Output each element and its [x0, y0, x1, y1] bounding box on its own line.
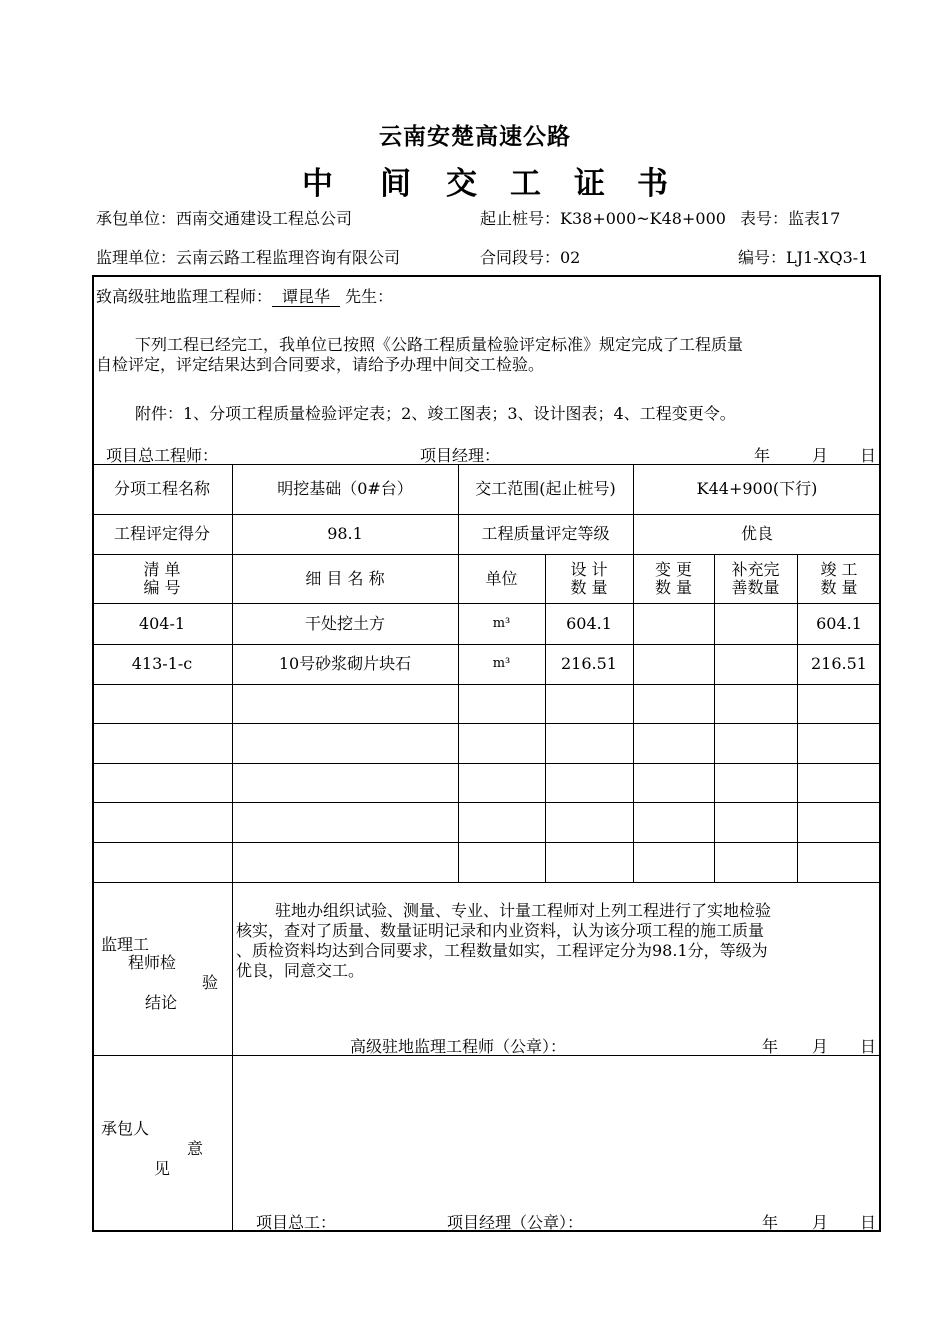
col-header-supplement-qty [714, 554, 797, 603]
date-year: 年 [754, 446, 771, 465]
supervision-label-line: 验 [202, 973, 219, 992]
item-name-value: 明挖基础（0#台） [277, 479, 413, 498]
form-number: 表号：监表17 [740, 209, 841, 228]
title-char: 工 [510, 166, 541, 202]
header-text: 编 号 [143, 577, 181, 597]
row-divider [92, 763, 881, 764]
header-text: 数 量 [654, 577, 693, 597]
addressee-name: 谭昆华 [272, 287, 340, 307]
header-text: 数 量 [820, 577, 858, 597]
row-divider [92, 882, 881, 883]
supervision-text-line: 优良，同意交工。 [236, 961, 365, 980]
project-manager-label: 项目经理： [420, 446, 501, 465]
table-row-design: 216.51 [561, 654, 617, 673]
date-day: 日 [860, 1037, 877, 1056]
supervision-text-line: 、质检资料均达到合同要求，工程数量如实，工程评定分为98.1分，等级为 [236, 941, 768, 960]
header-text: 清 单 [143, 559, 181, 579]
supervisor-signature-label: 高级驻地监理工程师（公章）： [350, 1037, 567, 1056]
date-month: 月 [812, 446, 829, 465]
header-text: 数 量 [570, 577, 608, 597]
table-row-unit: m³ [492, 615, 511, 631]
col-header-unit: 单位 [485, 568, 518, 588]
supervision-label-line: 程师检 [128, 953, 177, 972]
header-text: 补充完 [731, 559, 780, 579]
table-row-final: 604.1 [816, 613, 862, 633]
title-char: 交 [446, 166, 477, 202]
row-divider [92, 684, 881, 685]
header-text: 竣 工 [820, 559, 858, 579]
contractor-label-line: 承包人 [101, 1119, 150, 1138]
grade-value: 优良 [740, 524, 773, 543]
col-header-change-qty [633, 554, 714, 603]
letter-salutation [96, 284, 393, 307]
row-divider [92, 723, 881, 724]
attachments: 附件：1、分项工程质量检验评定表；2、竣工图表；3、设计图表；4、工程变更令。 [135, 404, 736, 423]
date-day: 日 [860, 1213, 877, 1232]
contractor-manager-label: 项目经理（公章）： [447, 1213, 584, 1232]
chief-engineer-label: 项目总工程师： [106, 446, 219, 465]
table-row-supplement [714, 603, 797, 644]
supervision-label-line: 监理工 [101, 935, 150, 954]
salutation-prefix: 致高级驻地监理工程师： [96, 287, 273, 306]
table-row-change [633, 644, 714, 684]
header-text: 设 计 [570, 559, 608, 579]
score-label: 工程评定得分 [113, 524, 210, 543]
title-char: 中 [302, 166, 333, 202]
station-range: 起止桩号：K38+000~K48+000 [480, 209, 726, 228]
supervisor-unit: 监理单位：云南云路工程监理咨询有限公司 [96, 248, 401, 267]
col-header-design-qty [545, 554, 633, 603]
date-day: 日 [860, 446, 877, 465]
contractor-chief-label: 项目总工： [256, 1213, 337, 1232]
col-header-final-qty [797, 554, 881, 603]
serial-number: 编号：LJ1-XQ3-1 [738, 248, 869, 267]
title-char: 证 [574, 166, 605, 202]
grade-label: 工程质量评定等级 [481, 524, 610, 543]
table-row-code: 413-1-c [131, 654, 193, 673]
document-title: 云南安楚高速公路 [379, 123, 571, 150]
range-value: K44+900(下行) [696, 479, 818, 498]
header-text: 善数量 [731, 577, 780, 597]
table-row-supplement [714, 644, 797, 684]
col-header-name: 细 目 名 称 [305, 568, 385, 588]
range-label: 交工范围(起止桩号) [475, 479, 616, 498]
table-row-design: 604.1 [566, 613, 612, 633]
item-name-label: 分项工程名称 [113, 479, 210, 498]
table-row-change [633, 603, 714, 644]
contractor-label-line: 见 [154, 1159, 171, 1178]
date-month: 月 [812, 1213, 829, 1232]
col-header-code [92, 554, 232, 603]
letter-body-line: 自检评定，评定结果达到合同要求，请给予办理中间交工检验。 [96, 355, 545, 374]
letter-body-line: 下列工程已经完工，我单位已按照《公路工程质量检验评定标准》规定完成了工程质量 [135, 335, 744, 354]
contract-section: 合同段号：02 [480, 248, 581, 267]
table-row-unit: m³ [492, 656, 511, 671]
table-row-code: 404-1 [138, 613, 186, 633]
table-row-name: 10号砂浆砌片块石 [278, 654, 412, 673]
row-divider [92, 802, 881, 803]
salutation-suffix: 先生： [345, 287, 394, 306]
header-text: 变 更 [654, 559, 693, 579]
contractor-unit: 承包单位：西南交通建设工程总公司 [96, 209, 353, 228]
supervision-text-line: 驻地办组织试验、测量、专业、计量工程师对上列工程进行了实地检验 [275, 901, 772, 920]
score-value: 98.1 [327, 524, 363, 543]
title-char: 书 [637, 166, 668, 202]
date-month: 月 [812, 1037, 829, 1056]
date-year: 年 [762, 1037, 779, 1056]
row-divider [92, 842, 881, 843]
table-row-final: 216.51 [811, 654, 867, 673]
title-char: 间 [380, 166, 411, 202]
table-row-name: 干处挖土方 [304, 613, 385, 633]
contractor-label-line: 意 [187, 1139, 204, 1158]
date-year: 年 [762, 1213, 779, 1232]
supervision-text-line: 核实，查对了质量、数量证明记录和内业资料，认为该分项工程的施工质量 [236, 921, 765, 940]
supervision-label-line: 结论 [145, 993, 178, 1012]
